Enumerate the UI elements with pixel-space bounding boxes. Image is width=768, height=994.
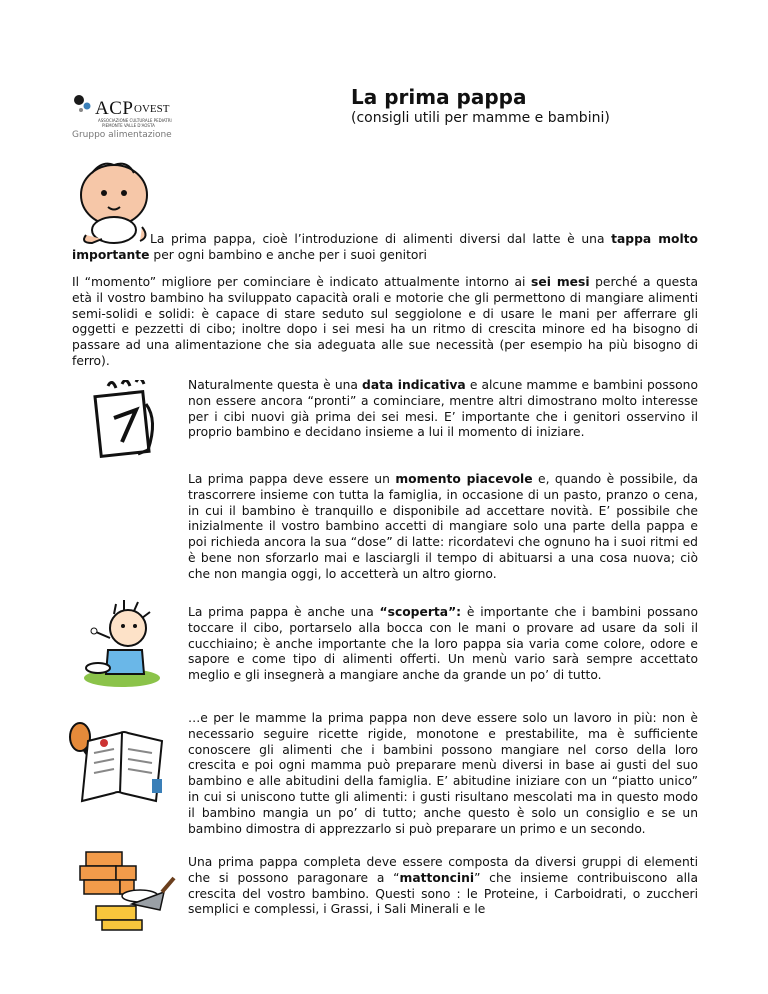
bricks-trowel-icon [76, 848, 176, 932]
p6-bold: mattoncini [399, 870, 475, 885]
intro-paragraph [72, 232, 698, 264]
paragraph-momento-piacevole [188, 472, 698, 583]
logo-subtext [98, 118, 188, 128]
child-eating-icon [78, 600, 166, 690]
p3-text-2: e, quando è possibile, da trascorrere insieme con tutta la famiglia, in occasione di un pasto, pranzo o cena, in cui il bambino è tranquillo e disponibile ad accettare novità. E’ possibile che inizialmente il vostro bambino accetti di mangiare solo una parte della pappa e poi richieda ancora la sua “dose” di latte: ricordatevi che ognuno ha i suoi ritmi ed è bene non sforzarlo mai e lasciargli il tempo di abituarsi a una cosa nuova; ciò che non mangia oggi, lo accetterà un altro giorno. [188, 472, 699, 581]
paragraph-mamme [188, 711, 698, 837]
logo-subtext-right: PIEMONTE VALLE D'AOSTA [102, 123, 155, 128]
logo-subtext-left: ASSOCIAZIONE CULTURALE PEDIATRI [98, 118, 172, 123]
paragraph-sei-mesi [72, 275, 698, 370]
page-title: La prima pappa [351, 85, 527, 109]
p2-bold: data indicativa [362, 378, 466, 392]
p6-text-1: Una prima pappa completa deve essere composta da diversi gruppi di elementi che si possono paragonare a “ [188, 855, 698, 885]
page-subtitle: (consigli utili per mamme e bambini) [351, 110, 610, 126]
group-label: Gruppo alimentazione [72, 130, 172, 140]
p6-text-2: ” che insieme contribuiscono alla crescita del vostro bambino. Questi sono : le Proteine, i Carboidrati, o zuccheri semplici e complessi, i Grassi, i Sali Minerali e le [188, 870, 698, 917]
p3-bold: momento piacevole [395, 472, 533, 486]
p2-text-1: Naturalmente questa è una [188, 378, 363, 392]
p1-text-1: Il “momento” migliore per cominciare è indicato attualmente intorno ai [72, 275, 532, 289]
paragraph-data-indicativa [188, 378, 698, 441]
p4-text-2: è importante che i bambini possano toccare il cibo, portarselo alla bocca con le mani o provare ad usare da soli il cucchiaino; è anche importante che la loro pappa sia varia come colore, odore e sapore e come tipo di alimenti offerti. Un menù vario sarà sempre accettato meglio e gli insegnerà a mangiare anche da grande un po’ di tutto. [188, 605, 698, 683]
logo-main-text: ACP [95, 98, 134, 119]
p1-bold: sei mesi [531, 275, 590, 289]
logo-region-text: OVEST [134, 103, 170, 115]
intro-text-2: per ogni bambino e anche per i suoi genitori [149, 247, 427, 262]
p4-bold: “scoperta”: [379, 605, 462, 619]
p2-text-2: e alcune mamme e bambini possono non essere ancora “pronti” a cominciare, mentre altri dimostrano molto interesse per i cibi nuovi già prima dei sei mesi. E’ importante che i genitori osservino il proprio bambino e decidano insieme a lui il momento di iniziare. [188, 378, 698, 440]
calendar-icon [92, 380, 160, 460]
intro-text-1: La prima pappa, cioè l’introduzione di alimenti diversi dal latte è una [150, 232, 612, 246]
p1-text-2: perché a questa età il vostro bambino ha sviluppato capacità orali e motorie che gli permettono di mangiare alimenti semi-solidi e solidi: è capace di stare seduto sul seggiolone e di usare le mani per afferrare gli oggetti e pezzetti di cibo; inoltre dopo i sei mesi ha un ritmo di crescita minore ed ha bisogno di passare ad una alimentazione che sia adeguata alle sue necessità (per esempio ha più bisogno di ferro). [72, 275, 699, 368]
p4-text-1: La prima pappa è anche una [188, 605, 380, 619]
p5-text-1: …e per le mamme la prima pappa non deve essere solo un lavoro in più: non è necessario seguire ricette rigide, monotone e prestabilite, ma è sufficiente conoscere gli alimenti che i bambini possono mangiare nel corso della loro crescita e poi ogni mamma può preparare menù diversi in base ai gusti del suo bambino e alle abitudini della famiglia. E’ abitudine iniziare con un “piatto unico” in cui si uniscono tutte gli alimenti: i gusti risultano mescolati ma in questo modo il bambino mangia un po’ di tutto; anche questo è solo un consiglio e se un bambino dimostra di apprezzarlo si può preparare un primo e un secondo. [188, 711, 698, 836]
cookbook-icon [66, 713, 172, 813]
p3-text-1: La prima pappa deve essere un [188, 472, 396, 486]
intro-bold: tappa molto importante [72, 232, 698, 262]
paragraph-mattoncini [188, 855, 698, 918]
paragraph-scoperta [188, 605, 698, 684]
